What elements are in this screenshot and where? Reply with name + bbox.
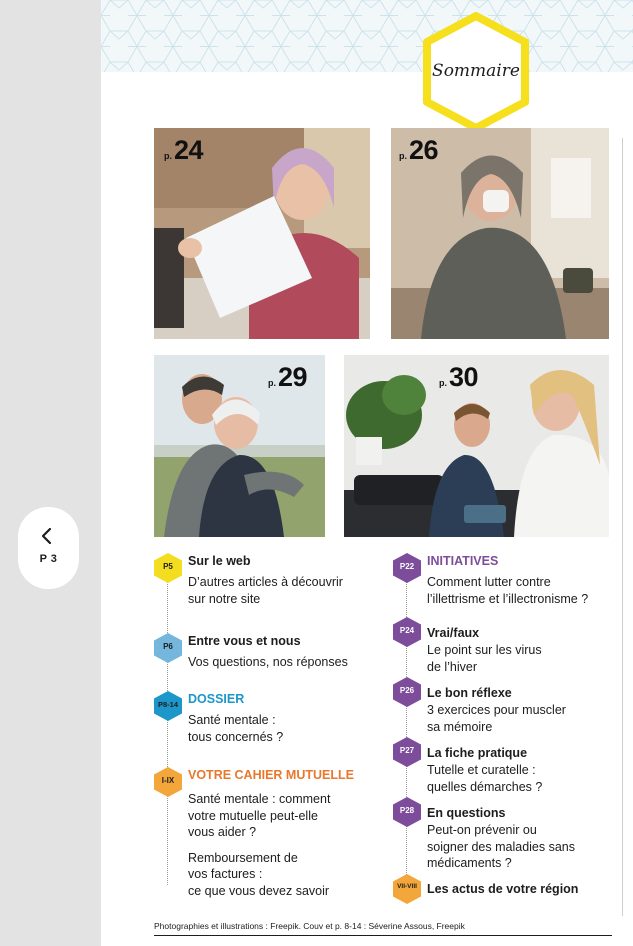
toc-item-title: Vrai/faux <box>427 626 480 640</box>
page-badge: P22 <box>392 552 422 584</box>
toc-item-line: de l’hiver <box>427 659 478 674</box>
toc-item-title: VOTRE CAHIER MUTUELLE <box>188 768 354 782</box>
page-badge: P26 <box>392 676 422 708</box>
page-badge: P28 <box>392 796 422 828</box>
toc-item-line: vos factures : <box>188 867 263 881</box>
toc-item-initiatives[interactable] <box>392 552 627 612</box>
toc-item-line: tous concernés ? <box>188 729 284 744</box>
toc-item-line: Remboursement de <box>188 850 298 865</box>
page-number-badge: p.24 <box>164 135 204 165</box>
toc-item-title: DOSSIER <box>188 692 245 706</box>
page-number-badge: p.30 <box>439 362 479 392</box>
toc-item-actus-region[interactable] <box>392 873 627 907</box>
page-badge: P6 <box>153 632 183 664</box>
page-badge: VII-VIII <box>392 873 422 905</box>
toc-item-cahier-mutuelle[interactable] <box>153 766 383 906</box>
toc-item-line: ce que vous devez savoir <box>188 883 330 898</box>
toc-item-line: quelles démarches ? <box>427 779 543 794</box>
toc-item-title: La fiche pratique <box>427 746 528 760</box>
toc-item-line: sur notre site <box>188 591 261 606</box>
page-badge: P24 <box>392 616 422 648</box>
toc-item-dossier[interactable] <box>153 690 383 750</box>
toc-item-title: En questions <box>427 806 506 820</box>
toc-item-line: soigner des maladies sans <box>427 839 575 854</box>
sommaire-badge <box>415 12 537 134</box>
toc-item-line: Tutelle et curatelle : <box>427 763 536 777</box>
photo-credits: Photographies et illustrations : Freepik. Couv et p. 8-14 : Séverine Assous, Freepik <box>154 921 465 931</box>
toc-item-title: Entre vous et nous <box>188 634 301 648</box>
toc-item-title: Le bon réflexe <box>427 686 512 700</box>
footer-rule <box>154 935 612 936</box>
toc-item-line: Santé mentale : <box>188 713 276 727</box>
toc-item-description <box>427 642 542 675</box>
toc-item-line: vous aider ? <box>188 825 257 839</box>
toc-item-line: Santé mentale : comment <box>188 792 331 806</box>
toc-item-line: médicaments ? <box>427 856 512 870</box>
toc-item-sur-le-web[interactable] <box>153 552 383 612</box>
page-badge: P27 <box>392 736 422 768</box>
toc-item-line: sa mémoire <box>427 719 493 734</box>
header-pattern <box>101 0 633 72</box>
toc-item-description <box>188 712 283 745</box>
previous-page-label: P 3 <box>39 553 58 565</box>
toc-item-line: 3 exercices pour muscler <box>427 703 566 717</box>
page-badge: P8-14 <box>153 690 183 722</box>
toc-item-description <box>188 654 348 671</box>
toc-item-line: Peut-on prévenir ou <box>427 823 537 837</box>
toc-item-description <box>427 702 566 735</box>
hexagon-pattern <box>101 0 633 72</box>
toc-item-line: votre mutuelle peut-elle <box>188 808 318 823</box>
chevron-left-icon <box>40 527 54 545</box>
toc-item-bon-reflexe[interactable] <box>392 676 627 734</box>
page-badge: I-IX <box>153 766 183 798</box>
page-number-badge: p.26 <box>399 135 439 165</box>
toc-item-vrai-faux[interactable] <box>392 616 627 674</box>
toc-item-line: D’autres articles à découvrir <box>188 575 343 589</box>
photo-woman-with-cold[interactable] <box>391 128 609 339</box>
toc-item-description <box>427 574 588 607</box>
photo-therapy-session[interactable] <box>344 355 609 537</box>
previous-page-button[interactable] <box>18 507 79 589</box>
toc-item-description <box>188 574 343 607</box>
left-rail <box>0 0 101 946</box>
toc-item-fiche-pratique[interactable] <box>392 736 627 792</box>
toc-item-line: Le point sur les virus <box>427 643 542 657</box>
toc-item-title: Les actus de votre région <box>427 882 579 896</box>
photo-senior-couple[interactable] <box>154 355 325 537</box>
toc-item-line: l’illettrisme et l’illectronisme ? <box>427 591 589 606</box>
toc-item-line: Vos questions, nos réponses <box>188 655 348 669</box>
toc-item-description <box>427 762 542 795</box>
toc-item-description <box>188 791 330 899</box>
photo-woman-reading-letter[interactable] <box>154 128 370 339</box>
toc-item-line <box>188 841 330 850</box>
page-badge: P5 <box>153 552 183 584</box>
page-number-badge: p.29 <box>268 362 308 392</box>
toc-item-title: INITIATIVES <box>427 554 499 568</box>
page-title: Sommaire <box>432 61 520 81</box>
toc-item-title: Sur le web <box>188 554 251 568</box>
toc-item-entre-vous-et-nous[interactable] <box>153 632 383 677</box>
toc-item-description <box>427 822 575 872</box>
toc-item-en-questions[interactable] <box>392 796 627 868</box>
toc-item-line: Comment lutter contre <box>427 575 551 589</box>
